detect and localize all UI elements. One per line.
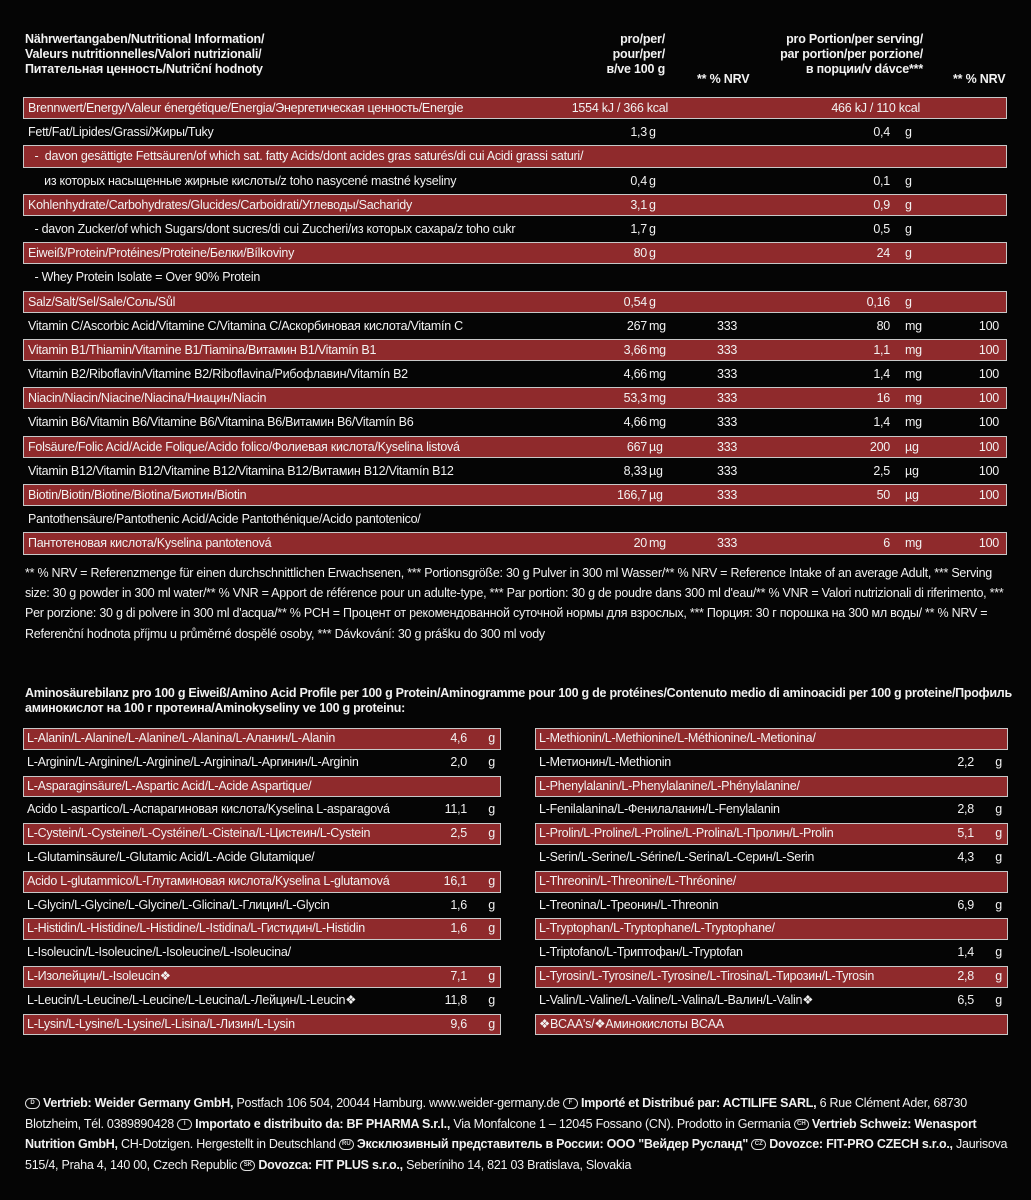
nutrient-name: - davon gesättigte Fettsäuren/of which sat. fatty Acids/dont acides gras saturés/di cui Acidi grassi saturi/: [28, 149, 584, 164]
nutrient-name: Niacin/Niacin/Niacine/Niacina/Ниацин/Niacin: [28, 391, 267, 406]
nutrient-name: - Whey Protein Isolate = Over 90% Protein: [28, 270, 261, 285]
country-symbol-icon: F: [563, 1098, 578, 1109]
amino-acid-unit: g: [488, 802, 495, 817]
value-per-portion: 0,16: [866, 294, 890, 309]
distribution-info: [25, 1093, 1015, 1175]
amino-acid-value: 1,6: [450, 897, 467, 912]
nutrition-row: [23, 338, 1007, 362]
value-per-100g: 80: [633, 246, 647, 261]
unit-per-portion: µg: [905, 439, 919, 454]
nutrition-table: [23, 96, 1007, 556]
amino-row: [535, 751, 1008, 775]
value-per-portion: 0,9: [873, 197, 890, 212]
value-per-100g: 3,1: [630, 197, 647, 212]
amino-row: [535, 822, 1008, 846]
amino-acid-unit: g: [995, 754, 1002, 769]
nutrient-name: Eiweiß/Protein/Protéines/Proteine/Белки/Bílkoviny: [28, 246, 295, 261]
nutrition-row: [23, 120, 1007, 144]
country-symbol-icon: D: [25, 1098, 40, 1109]
distributor-address: Via Monfalcone 1 – 12045 Fossano (CN). Prodotto in Germania: [450, 1116, 794, 1131]
amino-acid-value: 2,8: [957, 968, 974, 983]
unit-per-portion: mg: [905, 318, 922, 333]
value-per-100g: 8,33: [623, 463, 647, 478]
value-per-100g: 667: [626, 439, 647, 454]
value-per-100g: 267: [626, 318, 647, 333]
unit-per-100g: µg: [649, 488, 663, 502]
amino-acid-unit: g: [995, 826, 1002, 841]
amino-acid-name: Acido L-glutammico/L-Глутаминовая кислота/Kyselina L-glutamová: [27, 873, 390, 888]
amino-acid-name: L-Fenilalanina/L-Фенилаланин/L-Fenylalanin: [539, 802, 780, 817]
value-per-100g: 1,7: [630, 221, 647, 236]
amino-acid-unit: g: [488, 873, 495, 888]
nutrient-name: Vitamin C/Ascorbic Acid/Vitamine C/Vitamina C/Аскорбиновая кислота/Vitamín C: [28, 318, 463, 333]
amino-acid-value: 7,1: [450, 968, 467, 983]
nutrition-header-nrv-100g: ** % NRV: [697, 72, 750, 86]
unit-per-portion: mg: [905, 391, 922, 406]
nrv-per-100g: 333: [717, 342, 738, 357]
nrv-per-portion: 100: [978, 318, 999, 333]
amino-row: [23, 846, 501, 870]
nrv-per-portion: 100: [978, 536, 999, 551]
amino-row: [535, 775, 1008, 799]
country-symbol-icon: SK: [240, 1160, 255, 1171]
amino-acid-name: L-Lysin/L-Lysine/L-Lysine/L-Lisina/L-Лизин/L-Lysin: [27, 1016, 295, 1031]
amino-row: [23, 917, 501, 941]
amino-acid-name: L-Isoleucin/L-Isoleucine/L-Isoleucine/L-Isoleucina/: [27, 945, 291, 960]
nrv-per-100g: 333: [717, 318, 738, 333]
amino-row: [535, 989, 1008, 1013]
unit-per-100g: µg: [649, 463, 663, 478]
amino-acid-unit: g: [995, 897, 1002, 912]
amino-acid-profile-title: Aminosäurebilanz pro 100 g Eiweiß/Amino Acid Profile per 100 g Protein/Aminogramme pour 100 g de protéines/Contenuto medio di aminoacidi per 100 g proteine/Профиль аминокислот на 100 г протеина/Aminokyseliny ve 100 g proteinu:: [25, 686, 1012, 715]
distributor-name: Vertrieb: Weider Germany GmbH,: [43, 1096, 234, 1110]
amino-row: [23, 751, 501, 775]
value-per-100g: 0,54: [623, 294, 647, 309]
amino-row: [23, 965, 501, 989]
nrv-per-portion: 100: [978, 367, 999, 382]
value-per-portion: 2,5: [873, 463, 890, 478]
unit-per-100g: g: [649, 221, 656, 236]
nutrition-row: [23, 265, 1007, 289]
distributor-name: Dovozce: FIT-PRO CZECH s.r.o.,: [769, 1137, 953, 1151]
amino-acid-unit: g: [488, 826, 495, 841]
amino-acid-unit: g: [488, 754, 495, 769]
value-per-100g: 166,7: [616, 488, 647, 502]
nutrition-header-label: Nährwertangaben/Nutritional Information/ Valeurs nutritionnelles/Valori nutrizionali/ Питательная ценность/Nutriční hodnoty: [25, 32, 265, 76]
value-per-portion: 6: [883, 536, 890, 551]
distributor-address: CH-Dotzigen. Hergestellt in Deutschland: [117, 1137, 339, 1151]
unit-per-100g: g: [649, 294, 656, 309]
nutrient-name: Fett/Fat/Lipides/Grassi/Жиры/Tuky: [28, 125, 214, 140]
value-per-portion: 1,4: [873, 367, 890, 382]
nutrition-row: [23, 362, 1007, 386]
nrv-per-portion: 100: [978, 439, 999, 454]
unit-per-portion: g: [905, 221, 912, 236]
nrv-per-portion: 100: [978, 415, 999, 430]
amino-acid-name: L-Cystein/L-Cysteine/L-Cystéine/L-Cisteina/L-Цистеин/L-Cystein: [27, 826, 371, 841]
amino-acid-name: L-Метионин/L-Methionin: [539, 754, 671, 769]
amino-acid-name: L-Tyrosin/L-Tyrosine/L-Tyrosine/L-Tirosina/L-Тирозин/L-Tyrosin: [539, 968, 875, 983]
amino-acid-value: 2,5: [450, 826, 467, 841]
nrv-per-portion: 100: [978, 342, 999, 357]
amino-acid-value: 1,6: [450, 921, 467, 936]
nrv-per-100g: 333: [717, 463, 738, 478]
unit-per-portion: mg: [905, 415, 922, 430]
amino-acid-value: 6,5: [957, 992, 974, 1007]
amino-row: [535, 1013, 1008, 1037]
unit-per-portion: µg: [905, 488, 919, 502]
amino-acid-name: L-Serin/L-Serine/L-Sérine/L-Serina/L-Серин/L-Serin: [539, 849, 815, 864]
nrv-per-100g: 333: [717, 367, 738, 382]
amino-acid-name: L-Phenylalanin/L-Phenylalanine/L-Phénylalanine/: [539, 778, 800, 793]
nutrition-row: [23, 290, 1007, 314]
distributor-address: Postfach 106 504, 20044 Hamburg. www.weider-germany.de: [233, 1096, 563, 1110]
unit-per-100g: mg: [649, 391, 666, 406]
amino-acid-unit: g: [995, 945, 1002, 960]
value-per-portion: 466 kJ / 110 kcal: [831, 101, 920, 115]
amino-acid-name: L-Arginin/L-Arginine/L-Arginine/L-Arginina/L-Аргинин/L-Arginin: [27, 754, 359, 769]
amino-acid-name: L-Leucin/L-Leucine/L-Leucine/L-Leucina/L-Лейцин/L-Leucin❖: [27, 992, 357, 1007]
amino-acid-name: L-Treonina/L-Треонин/L-Threonin: [539, 897, 719, 912]
value-per-portion: 50: [876, 488, 890, 502]
amino-row: [23, 1013, 501, 1037]
amino-acid-unit: g: [488, 731, 495, 745]
amino-acid-name: L-Glycin/L-Glycine/L-Glycine/L-Glicina/L-Глицин/L-Glycin: [27, 897, 330, 912]
nutrition-row: [23, 435, 1007, 459]
amino-acid-unit: g: [995, 849, 1002, 864]
value-per-portion: 24: [876, 246, 890, 261]
country-symbol-icon: I: [177, 1119, 192, 1130]
amino-acid-name: L-Asparaginsäure/L-Aspartic Acid/L-Acide Aspartique/: [27, 778, 312, 793]
nutrition-row: [23, 217, 1007, 241]
amino-acid-value: 16,1: [443, 873, 467, 888]
amino-acid-name: L-Glutaminsäure/L-Glutamic Acid/L-Acide Glutamique/: [27, 849, 315, 864]
nutrition-header-per-100g: pro/per/ pour/per/ в/ve 100 g: [606, 32, 665, 76]
amino-row: [535, 727, 1008, 751]
nutrition-row: [23, 144, 1007, 168]
amino-row: [23, 798, 501, 822]
nrv-per-100g: 333: [717, 536, 738, 551]
nutrition-row: [23, 507, 1007, 531]
nutrition-row: [23, 314, 1007, 338]
unit-per-portion: mg: [905, 536, 922, 551]
amino-acid-value: 1,4: [957, 945, 974, 960]
amino-acid-value: 4,6: [450, 731, 467, 745]
value-per-100g: 1554 kJ / 366 kcal: [571, 101, 668, 115]
amino-acid-name: L-Triptofano/L-Триптофан/L-Tryptofan: [539, 945, 743, 960]
nutrition-row: [23, 483, 1007, 507]
amino-table-left: [23, 727, 501, 1036]
amino-row: [23, 775, 501, 799]
nutrition-row: [23, 96, 1007, 120]
amino-acid-value: 11,1: [444, 802, 467, 817]
nrv-per-portion: 100: [978, 488, 999, 502]
amino-row: [23, 870, 501, 894]
value-per-100g: 20: [633, 536, 647, 551]
nutrition-row: [23, 459, 1007, 483]
distributor-name: Dovozca: FIT PLUS s.r.o.,: [258, 1157, 403, 1172]
distributor-address: 6 Rue Clément Ader, 68730 Blotzheim, Tél. 0389890428: [25, 1096, 967, 1131]
amino-acid-name: L-Methionin/L-Methionine/L-Méthionine/L-Metionina/: [539, 731, 816, 745]
amino-row: [535, 941, 1008, 965]
amino-acid-name: Acido L-aspartico/L-Аспарагиновая кислота/Kyselina L-asparagová: [27, 802, 390, 817]
unit-per-100g: mg: [649, 318, 666, 333]
amino-acid-unit: g: [488, 897, 495, 912]
nutrient-name: Pantothensäure/Pantothenic Acid/Acide Pantothénique/Acido pantotenico/: [28, 512, 421, 527]
amino-acid-value: 2,0: [450, 754, 467, 769]
value-per-portion: 1,1: [873, 342, 890, 357]
unit-per-100g: mg: [649, 415, 666, 430]
distributor-name: Vertrieb Schweiz: Wenasport Nutrition GmbH,: [25, 1116, 977, 1151]
amino-row: [535, 846, 1008, 870]
country-symbol-icon: CH: [794, 1119, 809, 1130]
amino-row: [535, 798, 1008, 822]
amino-acid-name: L-Threonin/L-Threonine/L-Thréonine/: [539, 873, 736, 888]
unit-per-100g: mg: [649, 342, 666, 357]
nutrition-row: [23, 169, 1007, 193]
unit-per-portion: g: [905, 294, 912, 309]
amino-table-right: [535, 727, 1008, 1036]
amino-acid-name: ❖BCAA's/❖Аминокислоты BCAA: [539, 1016, 724, 1031]
amino-acid-unit: g: [488, 1016, 495, 1031]
value-per-100g: 53,3: [623, 391, 647, 406]
value-per-portion: 0,1: [873, 173, 890, 188]
unit-per-100g: g: [649, 125, 656, 140]
unit-per-portion: mg: [905, 367, 922, 382]
distributor-name: Эксклюзивный представитель в России: ООО "Вейдер Русланд": [356, 1137, 749, 1151]
value-per-portion: 0,5: [873, 221, 890, 236]
amino-row: [23, 941, 501, 965]
amino-acid-unit: g: [995, 968, 1002, 983]
value-per-100g: 4,66: [623, 415, 647, 430]
nutrition-header-per-portion: pro Portion/per serving/ par portion/per porzione/ в порции/v dávce***: [780, 32, 923, 76]
amino-acid-name: L-Alanin/L-Alanine/L-Alanine/L-Alanina/L-Аланин/L-Alanin: [27, 731, 336, 745]
amino-acid-name: L-Prolin/L-Proline/L-Proline/L-Prolina/L-Пролин/L-Prolin: [539, 826, 834, 841]
value-per-portion: 0,4: [873, 125, 890, 140]
unit-per-100g: g: [649, 173, 656, 188]
amino-acid-unit: g: [488, 921, 495, 936]
distributor-name: Importato e distribuito da: BF PHARMA S.r.l.,: [195, 1116, 451, 1131]
amino-acid-name: L-Tryptophan/L-Tryptophane/L-Tryptophane/: [539, 921, 775, 936]
nutrition-row: [23, 410, 1007, 434]
amino-acid-unit: g: [995, 802, 1002, 817]
amino-row: [535, 870, 1008, 894]
amino-row: [23, 727, 501, 751]
nrv-footnote: ** % NRV = Referenzmenge für einen durchschnittlichen Erwachsenen, *** Portionsgröße: 30 g Pulver in 300 ml Wasser/** % NRV = Reference Intake of an average Adult, *** Serving size: 30 g powder in 300 ml water/** % VNR = Apport de référence pour un adulte-type, *** Par portion: 30 g de poudre dans 300 ml d'eau/** % VNR = Valori nutrizionali di riferimento, *** Per porzione: 30 g di polvere in 300 ml d'acqua/** % PCH = Процент от рекомендованной суточной нормы для взрослых, *** Порция: 30 г порошка на 300 мл воды/ ** % NRV = Referenční hodnota příjmu u průměrné dospělé osoby, *** Dávkování: 30 g prášku do 300 ml vody: [25, 566, 1004, 641]
amino-acid-value: 4,3: [957, 849, 974, 864]
nutrient-name: Vitamin B6/Vitamin B6/Vitamine B6/Vitamina B6/Витамин B6/Vitamín B6: [28, 415, 414, 430]
unit-per-100g: g: [649, 246, 656, 261]
nrv-per-portion: 100: [978, 463, 999, 478]
amino-acid-name: L-Histidin/L-Histidine/L-Histidine/L-Istidina/L-Гистидин/L-Histidin: [27, 921, 365, 936]
nrv-per-100g: 333: [717, 488, 738, 502]
unit-per-portion: g: [905, 173, 912, 188]
unit-per-100g: µg: [649, 439, 663, 454]
amino-acid-unit: g: [488, 968, 495, 983]
country-symbol-icon: RU: [339, 1139, 354, 1150]
value-per-portion: 16: [876, 391, 890, 406]
nutrition-header-nrv-portion: ** % NRV: [953, 72, 1006, 86]
amino-acid-unit: g: [488, 992, 495, 1007]
nrv-per-portion: 100: [978, 391, 999, 406]
nutrient-name: - davon Zucker/of which Sugars/dont sucres/di cui Zuccheri/из которых сахара/z toho cukr: [28, 221, 516, 236]
amino-acid-unit: g: [995, 992, 1002, 1007]
nutrient-name: из которых насыщенные жирные кислоты/z toho nasycené mastné kyseliny: [28, 173, 457, 188]
unit-per-portion: g: [905, 125, 912, 140]
amino-row: [23, 989, 501, 1013]
distributor-address: Jaurisova 515/4, Praha 4, 140 00, Czech Republic: [25, 1137, 1008, 1172]
nutrition-row: [23, 531, 1007, 555]
nutrient-name: Biotin/Biotin/Biotine/Biotina/Биотин/Biotin: [28, 488, 247, 502]
value-per-100g: 3,66: [623, 342, 647, 357]
nrv-per-100g: 333: [717, 391, 738, 406]
amino-acid-value: 6,9: [957, 897, 974, 912]
amino-acid-name: L-Valin/L-Valine/L-Valine/L-Valina/L-Валин/L-Valin❖: [539, 992, 814, 1007]
amino-acid-value: 5,1: [957, 826, 974, 841]
nutrient-name: Vitamin B12/Vitamin B12/Vitamine B12/Vitamina B12/Витамин B12/Vitamín B12: [28, 463, 454, 478]
nutrient-name: Vitamin B2/Riboflavin/Vitamine B2/Riboflavina/Рибофлавин/Vitamín B2: [28, 367, 408, 382]
nutrition-row: [23, 241, 1007, 265]
amino-acid-value: 2,8: [957, 802, 974, 817]
unit-per-100g: mg: [649, 536, 666, 551]
amino-row: [535, 965, 1008, 989]
amino-acid-value: 2,2: [957, 754, 974, 769]
nutrition-row: [23, 386, 1007, 410]
distributor-address: Seberíniho 14, 821 03 Bratislava, Slovakia: [402, 1157, 632, 1172]
amino-row: [535, 917, 1008, 941]
nutrient-name: Kohlenhydrate/Carbohydrates/Glucides/Carboidrati/Углеводы/Sacharidy: [28, 197, 412, 212]
nrv-per-100g: 333: [717, 415, 738, 430]
unit-per-portion: g: [905, 197, 912, 212]
amino-row: [535, 894, 1008, 918]
nutrition-row: [23, 193, 1007, 217]
unit-per-portion: µg: [905, 463, 919, 478]
amino-row: [23, 894, 501, 918]
distributor-name: Importé et Distribué par: ACTILIFE SARL,: [580, 1096, 817, 1110]
nutrient-name: Brennwert/Energy/Valeur énergétique/Energia/Энергетическая ценность/Energie: [28, 101, 464, 115]
nrv-per-100g: 333: [717, 439, 738, 454]
value-per-portion: 80: [876, 318, 890, 333]
amino-acid-value: 11,8: [444, 992, 467, 1007]
unit-per-portion: mg: [905, 342, 922, 357]
unit-per-100g: g: [649, 197, 656, 212]
unit-per-portion: g: [905, 246, 912, 261]
nutrient-name: Пантотеновая кислота/Kyselina pantotenová: [28, 536, 272, 551]
nutrient-name: Folsäure/Folic Acid/Acide Folique/Acido folico/Фолиевая кислота/Kyselina listová: [28, 439, 460, 454]
amino-acid-value: 9,6: [450, 1016, 467, 1031]
value-per-100g: 4,66: [623, 367, 647, 382]
value-per-portion: 200: [869, 439, 890, 454]
value-per-portion: 1,4: [873, 415, 890, 430]
nutrient-name: Salz/Salt/Sel/Sale/Соль/Sůl: [28, 294, 176, 309]
value-per-100g: 1,3: [630, 125, 647, 140]
unit-per-100g: mg: [649, 367, 666, 382]
nutrient-name: Vitamin B1/Thiamin/Vitamine B1/Tiamina/Витамин B1/Vitamín B1: [28, 342, 377, 357]
amino-acid-name: L-Изолейцин/L-Isoleucin❖: [27, 968, 171, 983]
amino-row: [23, 822, 501, 846]
value-per-100g: 0,4: [630, 173, 647, 188]
country-symbol-icon: CZ: [751, 1139, 766, 1150]
